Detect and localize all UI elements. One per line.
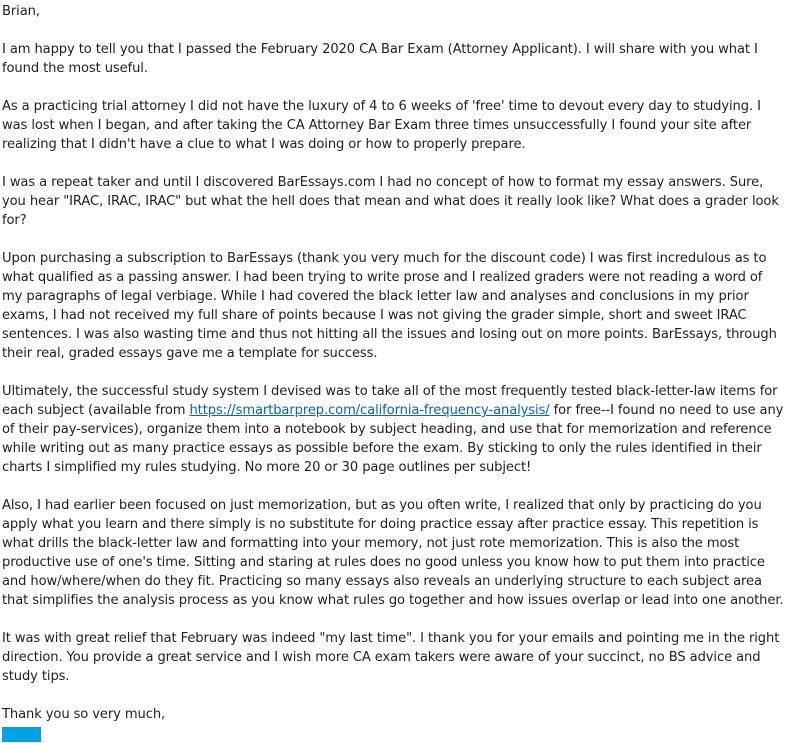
- paragraph-6: Also, I had earlier been focused on just memorization, but as you often write, I realized that only by practicing do you apply what you learn and there simply is no substitute for doing practice essay after practice essay. This repetition is what drills the black-letter law and formatting into your memory, not just rote memorization. This is also the most productive use of one's time. Sitting and staring at rules does no good unless you know how to put them into practice and how/where/when do they fit. Practicing so many essays also reveals an underlying structure to each subject area that simplifies the analysis process as you know what rules go together and how issues overlap or lead into one another.: [2, 498, 784, 608]
- paragraph-5: [2, 382, 786, 477]
- letter-body: [2, 2, 786, 743]
- paragraph-1: I am happy to tell you that I passed the February 2020 CA Bar Exam (Attorney Applicant). I will share with you what I found the most useful.: [2, 42, 758, 76]
- signature-redaction-block: [2, 727, 41, 742]
- paragraph-5-after: for free--I found no need to use any of their pay-services), organize them into a notebook by subject heading, and use that for memorization and reference while writing out as many practice essays as possible before the exam. By sticking to only the rules identified in their charts I simplified my rules studying. No more 20 or 30 page outlines per subject!: [2, 403, 784, 475]
- frequency-analysis-link[interactable]: https://smartbarprep.com/california-frequency-analysis/: [189, 403, 550, 418]
- paragraph-2: As a practicing trial attorney I did not have the luxury of 4 to 6 weeks of 'free' time to devout every day to studying. I was lost when I began, and after taking the CA Attorney Bar Exam three times unsuccessfully I found your site after realizing that I didn't have a clue to what I was doing or how to properly prepare.: [2, 99, 761, 152]
- closing: Thank you so very much,: [2, 707, 166, 722]
- paragraph-7: It was with great relief that February was indeed "my last time". I thank you for your emails and pointing me in the right direction. You provide a great service and I wish more CA exam takers were aware of your succinct, no BS advice and study tips.: [2, 631, 780, 684]
- salutation: Brian,: [2, 4, 40, 19]
- paragraph-5-before: Ultimately, the successful study system I devised was to take all of the most frequently tested black-letter-law items for each subject (available from: [2, 384, 778, 418]
- paragraph-3: I was a repeat taker and until I discovered BarEssays.com I had no concept of how to format my essay answers. Sure, you hear "IRAC, IRAC, IRAC" but what the hell does that mean and what does it really look like? What does a grader look for?: [2, 175, 779, 228]
- paragraph-4: Upon purchasing a subscription to BarEssays (thank you very much for the discount code) I was first incredulous as to what qualified as a passing answer. I had been trying to write prose and I realized graders were not reading a word of my paragraphs of legal verbiage. While I had covered the black letter law and analyses and conclusions in my prior exams, I had not received my full share of points because I was not giving the grader simple, short and sweet IRAC sentences. I was also wasting time and thus not hitting all the issues and losing out on more points. BarEssays, through their real, graded essays gave me a template for success.: [2, 251, 777, 361]
